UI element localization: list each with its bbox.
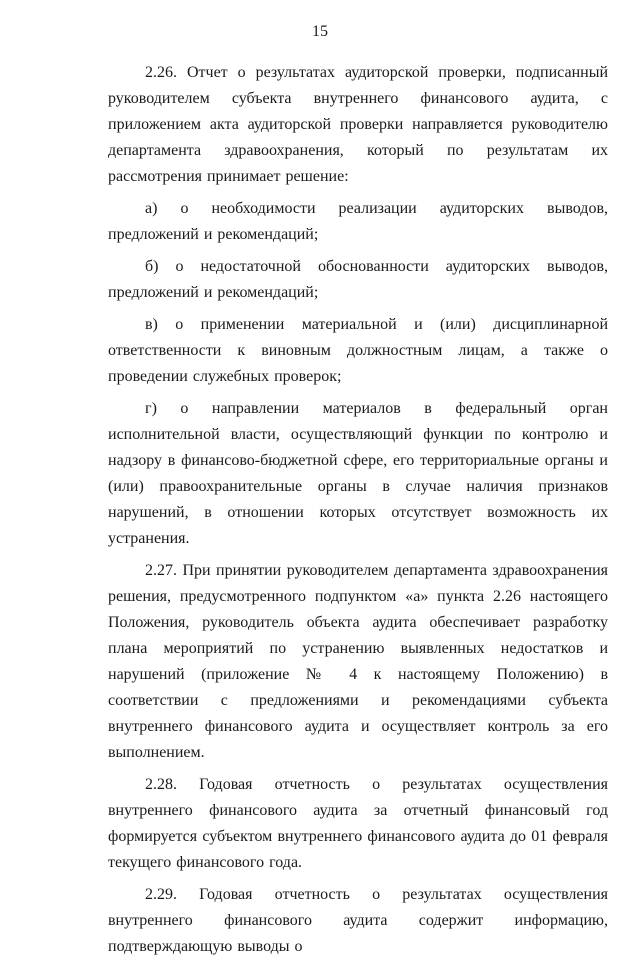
paragraph-2-27: 2.27. При принятии руководителем департамента здравоохранения решения, предусмотренного подпунктом «а» пункта 2.26 настоящего Положения, руководитель объекта аудита обеспечивает разработку плана мероприятий по устранению выявленных недостатков и нарушений (приложение № 4 к настоящему Положению) в соответствии с предложениями и рекомендациями субъекта внутреннего финансового аудита и осуществляет контроль за его выполнением. (108, 562, 608, 761)
paragraph-2-29: 2.29. Годовая отчетность о результатах осуществления внутреннего финансового аудита содержит информацию, подтверждающую выводы о (108, 886, 608, 955)
document-body (108, 60, 608, 966)
list-item-a: а) о необходимости реализации аудиторских выводов, предложений и рекомендаций; (108, 200, 608, 243)
paragraph-2-26: 2.26. Отчет о результатах аудиторской проверки, подписанный руководителем субъекта внутреннего финансового аудита, с приложением акта аудиторской проверки направляется руководителю департамента здравоохранения, который по результатам их рассмотрения принимает решение: (108, 64, 608, 185)
list-item-v: в) о применении материальной и (или) дисциплинарной ответственности к виновным должностным лицам, а также о проведении служебных проверок; (108, 316, 608, 385)
list-item-g: г) о направлении материалов в федеральный орган исполнительной власти, осуществляющий функции по контролю и надзору в финансово-бюджетной сфере, его территориальные органы и (или) правоохранительные органы в случае наличия признаков нарушений, в отношении которых отсутствует возможность их устранения. (108, 400, 608, 547)
list-item-b: б) о недостаточной обоснованности аудиторских выводов, предложений и рекомендаций; (108, 258, 608, 301)
paragraph-2-28: 2.28. Годовая отчетность о результатах осуществления внутреннего финансового аудита за отчетный финансовый год формируется субъектом внутреннего финансового аудита до 01 февраля текущего финансового года. (108, 776, 608, 871)
page-number: 15 (312, 23, 328, 40)
